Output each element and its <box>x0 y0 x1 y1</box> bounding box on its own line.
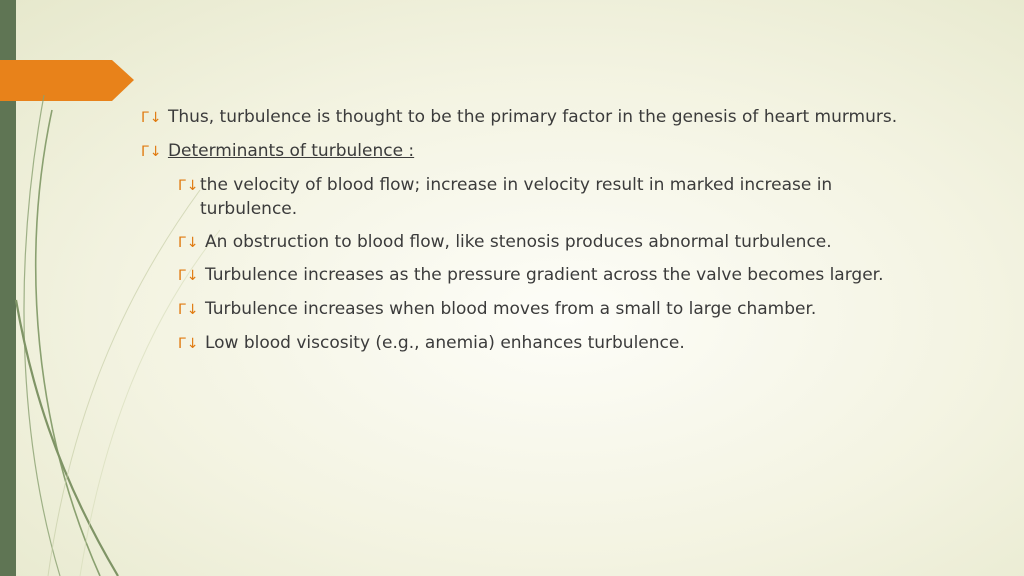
list-item-text-wrapped <box>200 173 900 221</box>
bullet-arrow-icon: Γ↓ <box>178 268 200 284</box>
list-item <box>178 297 816 322</box>
bullet-text: An obstruction to blood flow, like stenosis produces abnormal turbulence. <box>204 232 832 252</box>
bullet-arrow-icon: Γ↓ <box>178 235 200 251</box>
bullet-text: Turbulence increases when blood moves from a small to large chamber. <box>204 299 817 319</box>
bullet-text: the velocity of blood flow; increase in velocity result in marked increase in turbulence. <box>200 175 833 219</box>
list-item <box>178 331 685 356</box>
bullet-arrow-icon: Γ↓ <box>178 336 200 352</box>
list-item <box>141 139 414 164</box>
bullet-text: Turbulence increases as the pressure gradient across the valve becomes larger. <box>204 265 884 285</box>
decorative-curves <box>0 0 260 576</box>
list-item <box>178 173 200 198</box>
bullet-arrow-icon: Γ↓ <box>141 110 163 126</box>
list-item <box>141 105 897 130</box>
section-heading: Determinants of turbulence : <box>167 141 415 161</box>
bullet-arrow-icon: Γ↓ <box>178 178 200 194</box>
bullet-arrow-icon: Γ↓ <box>141 144 163 160</box>
list-item <box>178 263 884 288</box>
bullet-arrow-icon: Γ↓ <box>178 302 200 318</box>
bullet-text: Thus, turbulence is thought to be the primary factor in the genesis of heart murmurs. <box>167 107 898 127</box>
bullet-text: Low blood viscosity (e.g., anemia) enhances turbulence. <box>204 333 685 353</box>
list-item <box>178 230 832 255</box>
